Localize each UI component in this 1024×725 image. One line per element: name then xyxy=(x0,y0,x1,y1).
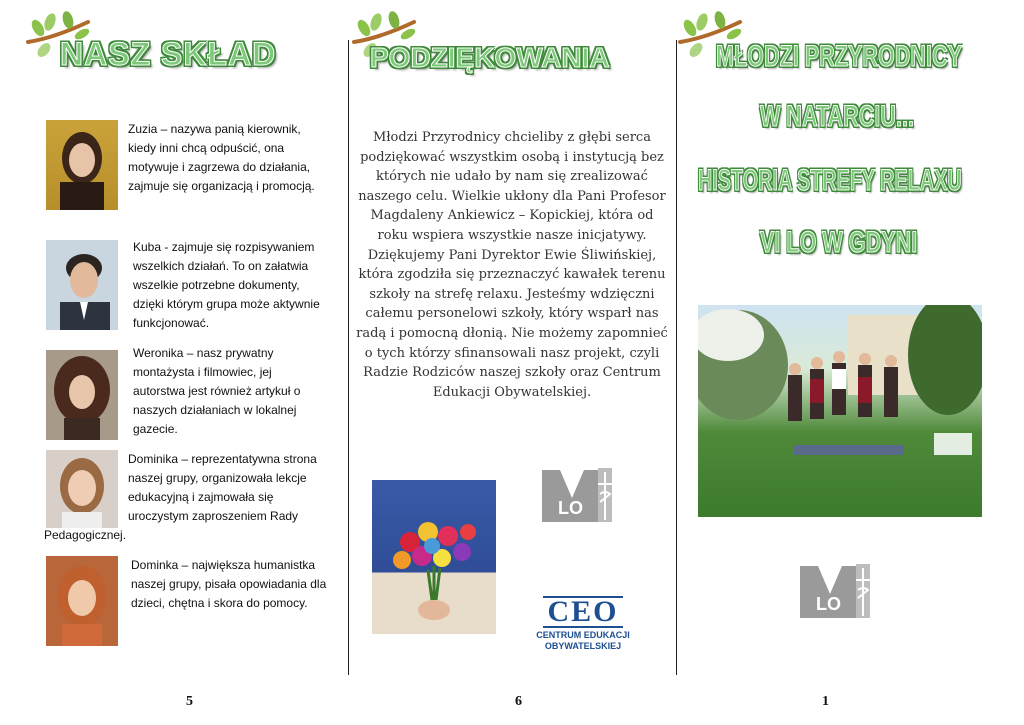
thanks-line: Młodzi Przyrodnicy chcieliby z głębi serca xyxy=(373,130,651,145)
page-number-1: 1 xyxy=(822,694,829,709)
member-bio-dominka: Dominka – największa humanistka naszej grupy, pisała opowiadania dla dzieci, chętna i skora do pomocy. xyxy=(131,558,327,610)
member-photo-zuzia xyxy=(46,120,118,210)
school-logo-text: LO xyxy=(558,498,583,518)
thanks-line: Dziękujemy Pani Dyrektor Ewie Śliwińskiej, xyxy=(367,247,657,263)
thanks-text xyxy=(352,128,672,402)
thanks-line: roku wspiera wszystkie nasze inicjatywy. xyxy=(377,227,647,243)
flowers-photo xyxy=(372,480,496,634)
section-title-thanks: PODZIĘKOWANIA xyxy=(370,42,610,73)
member-photo-weronika xyxy=(46,350,118,440)
member-photo-kuba xyxy=(46,240,118,330)
group-photo xyxy=(698,305,982,517)
page-number-6: 6 xyxy=(515,694,522,709)
member-bio-weronika: Weronika – nasz prywatny montażysta i filmowiec, jej autorstwa jest również artykuł o naszych działaniach w lokalnej gazecie. xyxy=(133,346,301,436)
member-bio-dominika: Dominika – reprezentatywna strona naszej grupy, organizowała lekcje edukacyjną i zajmowała się uroczystym zaproszeniem Rady xyxy=(128,452,317,523)
cover-title-line-4: VI LO W GDYNI xyxy=(760,226,918,259)
member-photo-dominka xyxy=(46,556,118,646)
thanks-line: całemu personelowi szkoły, który wsparł nas xyxy=(365,306,659,322)
member-bio-kuba: Kuba - zajmuje się rozpisywaniem wszelkich działań. To on załatwia wszelkie potrzebne dokumenty, dzięki którym grupa może aktywnie funkcjonować. xyxy=(133,240,320,330)
thanks-line: Radzie Rodziców naszej szkoły oraz Centrum xyxy=(363,365,661,381)
member-bio-continuation: Pedagogicznej. xyxy=(44,528,127,542)
member-bio-zuzia: Zuzia – nazywa panią kierownik, kiedy inni chcą odpuścić, ona motywuje i zagrzewa do działania, zajmuje się organizacją i promocją. xyxy=(128,122,315,193)
panel-divider-right xyxy=(676,40,677,675)
thanks-line: których nie udało by nam się zrealizować xyxy=(376,169,648,185)
page-title: NASZ SKŁAD xyxy=(60,36,277,72)
ceo-logo-line1: CENTRUM EDUKACJI xyxy=(536,630,630,640)
thanks-line: która zgodziła się przeznaczyć kawałek terenu xyxy=(358,267,666,283)
cover-title-line-2: W NATARCIU... xyxy=(760,100,914,133)
school-logo-text: LO xyxy=(816,594,841,614)
thanks-line: o tych którzy sfinansowali nasz projekt, czyli xyxy=(364,345,660,361)
thanks-line: szkoły na strefę relaxu. Jesteśmy wdzięczni xyxy=(369,286,655,302)
ceo-logo-abbr: CEO xyxy=(543,596,622,628)
school-logo xyxy=(538,464,622,526)
member-photo-dominika xyxy=(46,450,118,528)
thanks-line: naszego celu. Wielkie ukłony dla Pani Profesor xyxy=(358,188,666,204)
school-logo xyxy=(796,560,880,622)
page-number-5: 5 xyxy=(186,694,193,709)
thanks-line: Edukacji Obywatelskiej. xyxy=(432,384,592,400)
thanks-line: Magdaleny Ankiewicz – Kopickiej, która od xyxy=(370,208,654,224)
panel-divider-left xyxy=(348,40,349,675)
thanks-line: radą i pomocną dłonią. Nie możemy zapomnieć xyxy=(356,325,668,341)
ceo-logo-line2: OBYWATELSKIEJ xyxy=(544,641,622,651)
ceo-logo xyxy=(528,596,638,652)
cover-title-line-3: HISTORIA STREFY RELAXU xyxy=(698,164,962,197)
thanks-line: podziękować wszystkim osobą i instytucją bez xyxy=(360,149,664,165)
cover-title-line-1: MŁODZI PRZYRODNICY xyxy=(716,40,963,73)
